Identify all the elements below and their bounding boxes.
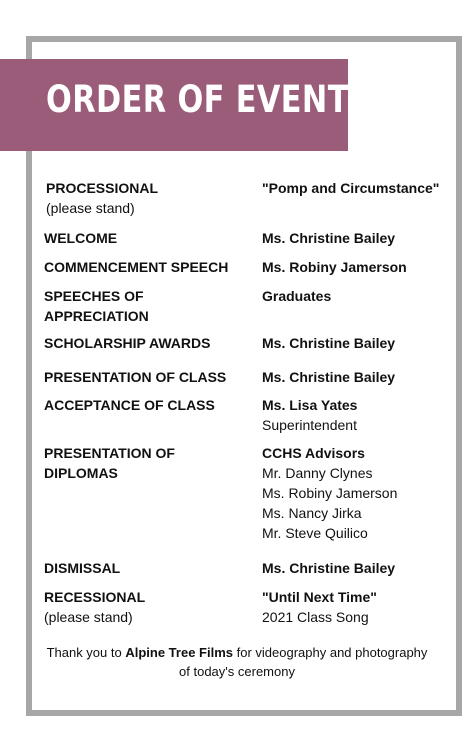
- event-label: PROCESSIONAL: [46, 180, 159, 196]
- event-label: WELCOME: [44, 230, 118, 246]
- event-value: Ms. Christine Bailey: [262, 560, 396, 576]
- thank-you-note: [34, 643, 440, 681]
- thanks-company: Alpine Tree Films: [125, 645, 233, 660]
- event-value: Ms. Christine Bailey: [262, 369, 396, 385]
- event-label: COMMENCEMENT SPEECH: [44, 259, 229, 275]
- event-note: (please stand): [44, 609, 133, 625]
- advisor-name: Mr. Steve Quilico: [262, 525, 368, 541]
- advisor-name: Ms. Robiny Jamerson: [262, 485, 398, 501]
- event-label: ACCEPTANCE OF CLASS: [44, 397, 215, 413]
- event-value-note: Superintendent: [262, 417, 357, 433]
- event-value-note: 2021 Class Song: [262, 609, 369, 625]
- event-label: PRESENTATION OF CLASS: [44, 369, 227, 385]
- advisor-name: Mr. Danny Clynes: [262, 465, 373, 481]
- thanks-suffix: for videography and photography: [233, 645, 428, 660]
- event-value: Graduates: [262, 288, 332, 304]
- thanks-line2: of today's ceremony: [179, 664, 295, 679]
- event-label: DISMISSAL: [44, 560, 121, 576]
- event-label: SCHOLARSHIP AWARDS: [44, 335, 211, 351]
- event-value: Ms. Robiny Jamerson: [262, 259, 407, 275]
- advisor-name: Ms. Nancy Jirka: [262, 505, 362, 521]
- event-label: RECESSIONAL: [44, 589, 146, 605]
- event-label-line2: APPRECIATION: [44, 308, 149, 324]
- event-value: "Pomp and Circumstance": [262, 180, 440, 196]
- event-value: Ms. Christine Bailey: [262, 230, 396, 246]
- event-value: Ms. Lisa Yates: [262, 397, 358, 413]
- event-note: (please stand): [46, 200, 135, 216]
- event-label-line1: SPEECHES OF: [44, 288, 144, 304]
- event-label-line1: PRESENTATION OF: [44, 445, 175, 461]
- event-value: "Until Next Time": [262, 589, 377, 605]
- thanks-prefix: Thank you to: [46, 645, 126, 660]
- event-value: CCHS Advisors: [262, 445, 365, 461]
- event-value: Ms. Christine Bailey: [262, 335, 396, 351]
- event-label-line2: DIPLOMAS: [44, 465, 118, 481]
- page-title: ORDER OF EVENTS: [46, 78, 372, 121]
